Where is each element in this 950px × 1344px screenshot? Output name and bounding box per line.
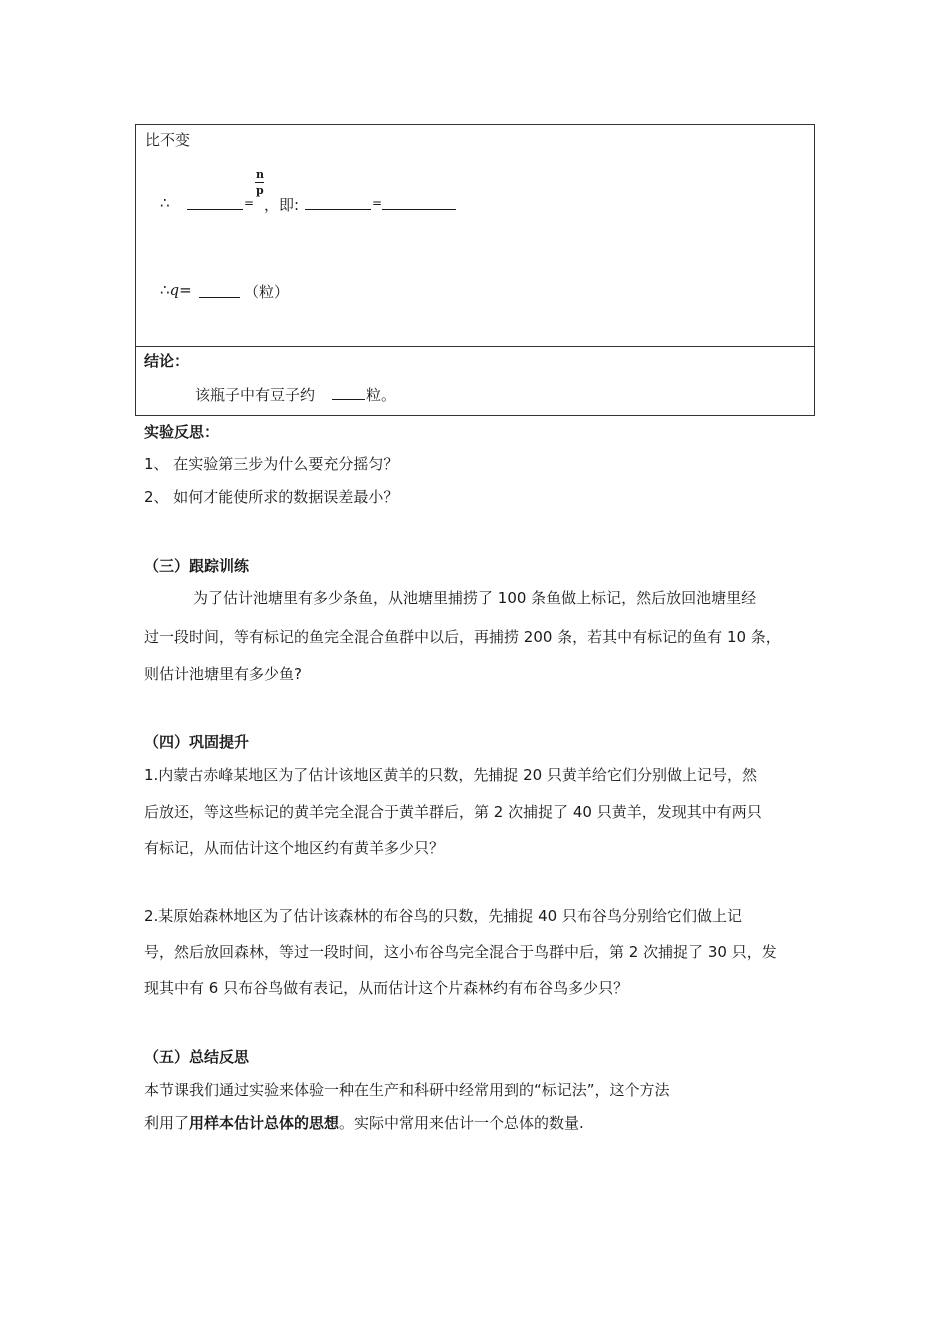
problem-1-line-3: 有标记，从而估计这个地区约有黄羊多少只？ [144, 839, 445, 857]
section-3-line-2: 过一段时间，等有标记的鱼完全混合鱼群中以后，再捕捞 200 条，若其中有标记的鱼有 10 条， [144, 628, 781, 646]
unit-grain: （粒） [244, 283, 290, 301]
conclusion-unit: 粒。 [366, 386, 397, 404]
problem-1-line-2: 后放还，等这些标记的黄羊完全混合于黄羊群后，第 2 次捕捉了 40 只黄羊，发现其中有两只 [144, 803, 762, 821]
answer-blank-conclusion[interactable] [332, 385, 365, 400]
summary-line-2 [144, 1112, 584, 1133]
fraction-denominator: p [256, 184, 264, 197]
therefore-symbol: ∴ [160, 194, 170, 212]
section-3-line-1: 为了估计池塘里有多少条鱼，从池塘里捕捞了 100 条鱼做上标记，然后放回池塘里经 [193, 589, 757, 607]
section-4-title: （四）巩固提升 [144, 733, 250, 751]
section-3-line-3: 则估计池塘里有多少鱼? [144, 665, 302, 683]
conclusion-text: 该瓶子中有豆子约 [195, 386, 316, 404]
therefore-symbol-2: ∴ [160, 281, 170, 299]
equals-sign-2: = [372, 196, 383, 210]
ratio-text: 比不变 [145, 131, 191, 149]
q-variable: q [169, 281, 180, 299]
summary-key-idea: 用样本估计总体的思想 [189, 1114, 340, 1132]
problem-2-line-3: 现其中有 6 只布谷鸟做有表记，从而估计这个片森林约有布谷鸟多少只？ [144, 979, 629, 997]
summary-line-2-suffix: 。实际中常用来估计一个总体的数量. [339, 1114, 584, 1132]
reflection-title: 实验反思： [144, 423, 220, 441]
fraction-bar [255, 182, 264, 183]
conclusion-label: 结论： [144, 352, 190, 370]
q-line [160, 281, 192, 299]
answer-blank-2[interactable] [305, 195, 371, 210]
fraction-numerator: n [256, 168, 264, 181]
answer-blank-1[interactable] [187, 195, 243, 210]
reflection-question-2: 2、 如何才能使所求的数据误差最小？ [144, 488, 399, 506]
q-equals: = [179, 281, 192, 299]
summary-line-1: 本节课我们通过实验来体验一种在生产和科研中经常用到的“标记法”，这个方法 [144, 1081, 670, 1099]
answer-blank-q[interactable] [199, 283, 240, 298]
reflection-question-1: 1、 在实验第三步为什么要充分摇匀？ [144, 455, 399, 473]
conclusion-box [135, 346, 815, 416]
section-3-title: （三）跟踪训练 [144, 557, 250, 575]
equals-sign: = [244, 196, 255, 210]
summary-line-2-prefix: 利用了 [144, 1114, 190, 1132]
ie-text: ，即: [264, 196, 300, 214]
calculation-box [135, 124, 815, 347]
problem-2-line-1: 2.某原始森林地区为了估计该森林的布谷鸟的只数，先捕捉 40 只布谷鸟分别给它们做上记 [144, 907, 742, 925]
problem-1-line-1: 1.内蒙古赤峰某地区为了估计该地区黄羊的只数，先捕捉 20 只黄羊给它们分别做上记号，然 [144, 766, 757, 784]
section-5-title: （五）总结反思 [144, 1048, 250, 1066]
answer-blank-3[interactable] [382, 195, 456, 210]
problem-2-line-2: 号，然后放回森林，等过一段时间，这小布谷鸟完全混合于鸟群中后，第 2 次捕捉了 30 只，发 [144, 943, 777, 961]
